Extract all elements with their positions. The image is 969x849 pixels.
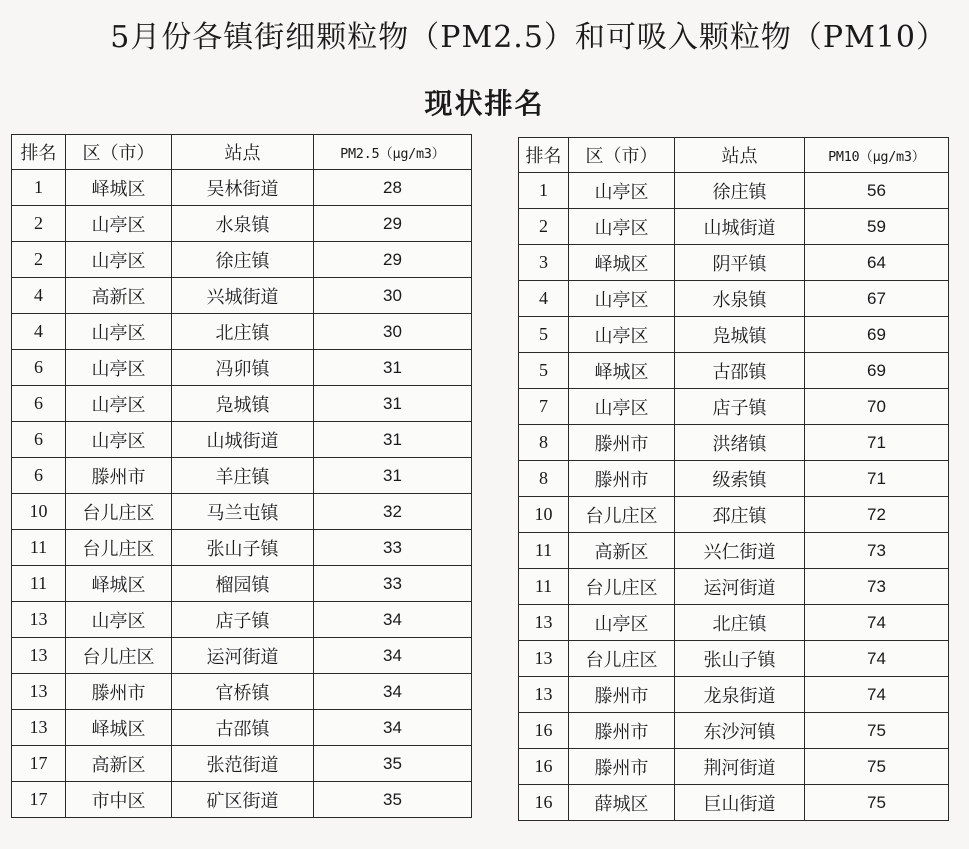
- value-cell: 59: [805, 209, 949, 245]
- value-cell: 73: [805, 533, 949, 569]
- value-cell: 31: [314, 386, 472, 422]
- station-cell: 洪绪镇: [675, 425, 805, 461]
- station-cell: 古邵镇: [172, 710, 314, 746]
- district-cell: 山亭区: [66, 206, 172, 242]
- rank-cell: 4: [519, 281, 569, 317]
- station-cell: 兴城街道: [172, 278, 314, 314]
- value-cell: 69: [805, 353, 949, 389]
- rank-cell: 13: [519, 605, 569, 641]
- rank-cell: 7: [519, 389, 569, 425]
- district-cell: 滕州市: [66, 674, 172, 710]
- table-row: [519, 209, 949, 245]
- header-district: 区（市）: [569, 138, 675, 173]
- station-cell: 店子镇: [172, 602, 314, 638]
- table-row: [519, 353, 949, 389]
- page-title: 5月份各镇街细颗粒物（PM2.5）和可吸入颗粒物（PM10）: [110, 20, 947, 55]
- value-cell: 67: [805, 281, 949, 317]
- header-value: PM2.5（μg/m3）: [314, 135, 472, 170]
- table-row: [519, 749, 949, 785]
- value-cell: 30: [314, 278, 472, 314]
- value-cell: 71: [805, 461, 949, 497]
- station-cell: 羊庄镇: [172, 458, 314, 494]
- rank-cell: 13: [12, 674, 66, 710]
- rank-cell: 16: [519, 749, 569, 785]
- header-value: PM10（μg/m3）: [805, 138, 949, 173]
- district-cell: 峄城区: [66, 170, 172, 206]
- station-cell: 运河街道: [172, 638, 314, 674]
- header-station: 站点: [675, 138, 805, 173]
- district-cell: 滕州市: [569, 425, 675, 461]
- value-cell: 73: [805, 569, 949, 605]
- table-row: [12, 242, 472, 278]
- district-cell: 山亭区: [569, 605, 675, 641]
- table-row: [519, 533, 949, 569]
- station-cell: 吴林街道: [172, 170, 314, 206]
- rank-cell: 13: [12, 638, 66, 674]
- rank-cell: 8: [519, 461, 569, 497]
- rank-cell: 6: [12, 350, 66, 386]
- value-cell: 72: [805, 497, 949, 533]
- value-cell: 31: [314, 458, 472, 494]
- table-row: [12, 710, 472, 746]
- district-cell: 滕州市: [569, 461, 675, 497]
- district-cell: 山亭区: [569, 281, 675, 317]
- station-cell: 巨山街道: [675, 785, 805, 821]
- value-cell: 75: [805, 785, 949, 821]
- rank-cell: 11: [12, 530, 66, 566]
- table-row: [12, 530, 472, 566]
- table-row: [519, 497, 949, 533]
- rank-cell: 6: [12, 386, 66, 422]
- header-rank: 排名: [12, 135, 66, 170]
- station-cell: 冯卯镇: [172, 350, 314, 386]
- rank-cell: 13: [519, 641, 569, 677]
- pm25-ranking-table: [11, 134, 472, 818]
- table-row: [519, 245, 949, 281]
- rank-cell: 8: [519, 425, 569, 461]
- table-row: [12, 278, 472, 314]
- rank-cell: 5: [519, 353, 569, 389]
- value-cell: 29: [314, 242, 472, 278]
- table-row: [519, 677, 949, 713]
- station-cell: 张山子镇: [172, 530, 314, 566]
- rank-cell: 17: [12, 746, 66, 782]
- district-cell: 滕州市: [66, 458, 172, 494]
- station-cell: 徐庄镇: [675, 173, 805, 209]
- district-cell: 山亭区: [66, 422, 172, 458]
- table-row: [519, 389, 949, 425]
- table-row: [519, 641, 949, 677]
- rank-cell: 6: [12, 422, 66, 458]
- table-row: [519, 713, 949, 749]
- table-row: [519, 569, 949, 605]
- station-cell: 矿区街道: [172, 782, 314, 818]
- district-cell: 峄城区: [66, 710, 172, 746]
- value-cell: 34: [314, 602, 472, 638]
- rank-cell: 13: [519, 677, 569, 713]
- table-row: [12, 350, 472, 386]
- station-cell: 水泉镇: [172, 206, 314, 242]
- rank-cell: 16: [519, 785, 569, 821]
- district-cell: 峄城区: [66, 566, 172, 602]
- district-cell: 薛城区: [569, 785, 675, 821]
- district-cell: 山亭区: [66, 314, 172, 350]
- value-cell: 69: [805, 317, 949, 353]
- district-cell: 市中区: [66, 782, 172, 818]
- value-cell: 29: [314, 206, 472, 242]
- station-cell: 榴园镇: [172, 566, 314, 602]
- district-cell: 山亭区: [569, 173, 675, 209]
- station-cell: 古邵镇: [675, 353, 805, 389]
- value-cell: 75: [805, 749, 949, 785]
- table-row: [12, 746, 472, 782]
- district-cell: 台儿庄区: [66, 494, 172, 530]
- table-row: [519, 785, 949, 821]
- station-cell: 马兰屯镇: [172, 494, 314, 530]
- district-cell: 台儿庄区: [569, 641, 675, 677]
- station-cell: 阴平镇: [675, 245, 805, 281]
- station-cell: 东沙河镇: [675, 713, 805, 749]
- value-cell: 34: [314, 710, 472, 746]
- station-cell: 邳庄镇: [675, 497, 805, 533]
- table-row: [12, 494, 472, 530]
- value-cell: 70: [805, 389, 949, 425]
- table-row: [12, 566, 472, 602]
- pm10-ranking-table: [518, 137, 949, 821]
- station-cell: 凫城镇: [675, 317, 805, 353]
- district-cell: 高新区: [569, 533, 675, 569]
- value-cell: 71: [805, 425, 949, 461]
- table-header-row: [12, 135, 472, 170]
- district-cell: 台儿庄区: [569, 569, 675, 605]
- district-cell: 山亭区: [66, 242, 172, 278]
- rank-cell: 2: [519, 209, 569, 245]
- table-row: [519, 425, 949, 461]
- rank-cell: 17: [12, 782, 66, 818]
- rank-cell: 3: [519, 245, 569, 281]
- rank-cell: 13: [12, 710, 66, 746]
- district-cell: 山亭区: [66, 602, 172, 638]
- district-cell: 山亭区: [66, 350, 172, 386]
- value-cell: 32: [314, 494, 472, 530]
- station-cell: 张范街道: [172, 746, 314, 782]
- rank-cell: 4: [12, 278, 66, 314]
- table-row: [12, 602, 472, 638]
- table-row: [12, 422, 472, 458]
- value-cell: 28: [314, 170, 472, 206]
- value-cell: 33: [314, 530, 472, 566]
- station-cell: 北庄镇: [675, 605, 805, 641]
- district-cell: 山亭区: [569, 317, 675, 353]
- table-row: [12, 782, 472, 818]
- value-cell: 33: [314, 566, 472, 602]
- rank-cell: 1: [519, 173, 569, 209]
- rank-cell: 2: [12, 206, 66, 242]
- district-cell: 峄城区: [569, 353, 675, 389]
- table-row: [12, 386, 472, 422]
- table-row: [519, 173, 949, 209]
- table-row: [12, 458, 472, 494]
- district-cell: 台儿庄区: [66, 530, 172, 566]
- rank-cell: 11: [12, 566, 66, 602]
- rank-cell: 10: [12, 494, 66, 530]
- value-cell: 74: [805, 677, 949, 713]
- header-station: 站点: [172, 135, 314, 170]
- value-cell: 30: [314, 314, 472, 350]
- station-cell: 徐庄镇: [172, 242, 314, 278]
- table-row: [12, 674, 472, 710]
- value-cell: 31: [314, 350, 472, 386]
- station-cell: 山城街道: [172, 422, 314, 458]
- rank-cell: 6: [12, 458, 66, 494]
- table-row: [519, 281, 949, 317]
- station-cell: 官桥镇: [172, 674, 314, 710]
- page-subtitle: 现状排名: [424, 87, 545, 120]
- value-cell: 34: [314, 638, 472, 674]
- station-cell: 北庄镇: [172, 314, 314, 350]
- value-cell: 34: [314, 674, 472, 710]
- value-cell: 64: [805, 245, 949, 281]
- table-row: [12, 638, 472, 674]
- station-cell: 级索镇: [675, 461, 805, 497]
- rank-cell: 16: [519, 713, 569, 749]
- table-row: [519, 605, 949, 641]
- value-cell: 56: [805, 173, 949, 209]
- rank-cell: 4: [12, 314, 66, 350]
- station-cell: 运河街道: [675, 569, 805, 605]
- station-cell: 水泉镇: [675, 281, 805, 317]
- header-rank: 排名: [519, 138, 569, 173]
- value-cell: 74: [805, 605, 949, 641]
- table-row: [12, 314, 472, 350]
- district-cell: 滕州市: [569, 749, 675, 785]
- station-cell: 店子镇: [675, 389, 805, 425]
- table-row: [519, 461, 949, 497]
- district-cell: 峄城区: [569, 245, 675, 281]
- district-cell: 山亭区: [66, 386, 172, 422]
- station-cell: 荆河街道: [675, 749, 805, 785]
- rank-cell: 2: [12, 242, 66, 278]
- value-cell: 31: [314, 422, 472, 458]
- rank-cell: 11: [519, 569, 569, 605]
- value-cell: 35: [314, 746, 472, 782]
- district-cell: 滕州市: [569, 677, 675, 713]
- rank-cell: 10: [519, 497, 569, 533]
- district-cell: 山亭区: [569, 389, 675, 425]
- district-cell: 山亭区: [569, 209, 675, 245]
- value-cell: 35: [314, 782, 472, 818]
- header-district: 区（市）: [66, 135, 172, 170]
- table-row: [519, 317, 949, 353]
- district-cell: 台儿庄区: [569, 497, 675, 533]
- value-cell: 74: [805, 641, 949, 677]
- station-cell: 张山子镇: [675, 641, 805, 677]
- district-cell: 台儿庄区: [66, 638, 172, 674]
- district-cell: 高新区: [66, 278, 172, 314]
- station-cell: 龙泉街道: [675, 677, 805, 713]
- district-cell: 滕州市: [569, 713, 675, 749]
- table-row: [12, 206, 472, 242]
- table-header-row: [519, 138, 949, 173]
- district-cell: 高新区: [66, 746, 172, 782]
- table-row: [12, 170, 472, 206]
- station-cell: 山城街道: [675, 209, 805, 245]
- rank-cell: 11: [519, 533, 569, 569]
- station-cell: 凫城镇: [172, 386, 314, 422]
- rank-cell: 1: [12, 170, 66, 206]
- station-cell: 兴仁街道: [675, 533, 805, 569]
- rank-cell: 5: [519, 317, 569, 353]
- rank-cell: 13: [12, 602, 66, 638]
- value-cell: 75: [805, 713, 949, 749]
